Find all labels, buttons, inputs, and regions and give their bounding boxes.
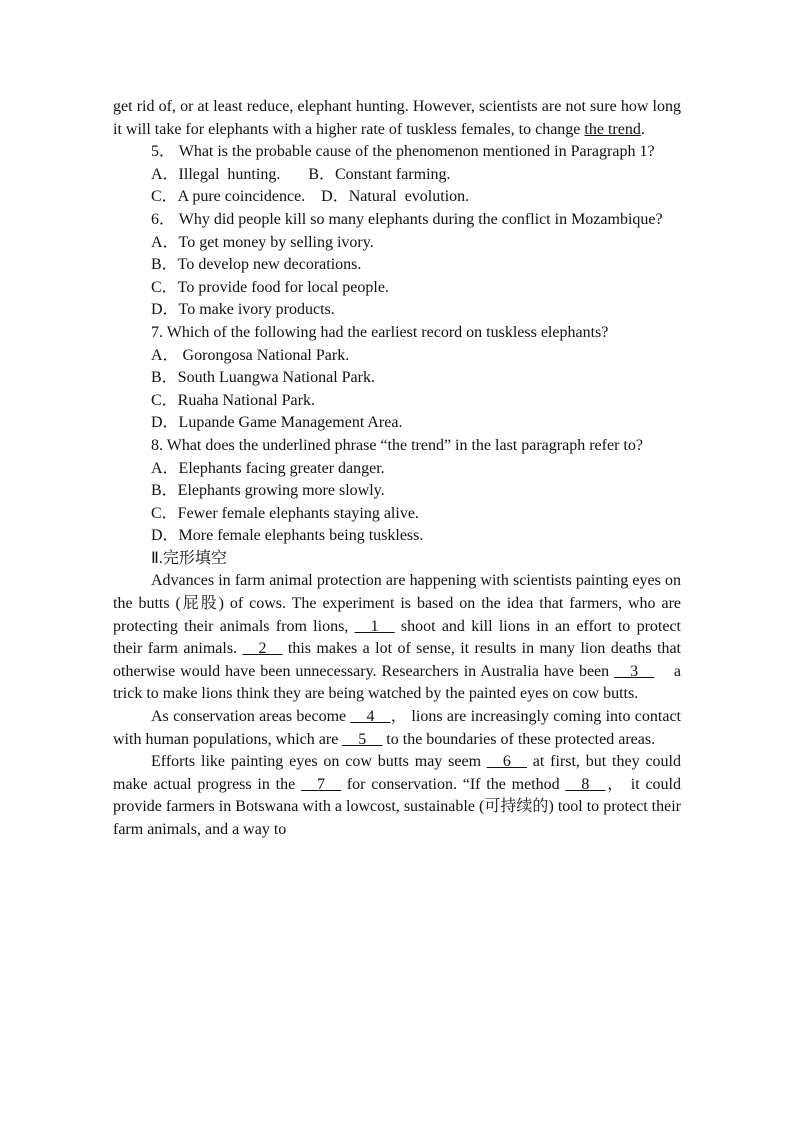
cloze-text: a trick to make lions think they are being watched by the painted eyes on cow butts. [113,662,685,703]
question-5-option-row: C．A pure coincidence. D．Natural evolution. [151,188,470,206]
question-8-stem: 8. What does the underlined phrase “the trend” in the last paragraph refer to? [151,436,643,454]
question-8-option: A．Elephants facing greater danger. [151,459,385,477]
cloze-blank-8: __8__ [565,775,606,793]
cloze-text: for conservation. “If the method [340,775,566,793]
question-8-option: B．Elephants growing more slowly. [151,482,385,500]
intro-paragraph [113,96,681,141]
cloze-blank-1: __1__ [354,617,395,635]
question-7-option: A． Gorongosa National Park. [151,346,350,364]
cloze-paragraph-1 [113,570,685,706]
question-6-option: C．To provide food for local people. [151,278,389,296]
question-7-option: C．Ruaha National Park. [151,391,315,409]
cloze-blank-5: __5__ [342,730,383,748]
cloze-text: Advances in farm animal protection are happening with scientists painting eyes on the butts (屁股) of cows. The experiment is based on the idea that farmers, who are protecting their animals from lions, [113,572,681,635]
cloze-text: Efforts like painting eyes on cow butts may seem [151,753,487,771]
question-6-option: A．To get money by selling ivory. [151,233,374,251]
cloze-blank-6: __6__ [486,753,527,771]
question-7-option: D．Lupande Game Management Area. [151,414,403,432]
cloze-text: to the boundaries of these protected areas. [382,730,656,748]
cloze-text: As conservation areas become [151,708,351,726]
underlined-phrase: the trend [584,120,641,138]
cloze-text: at first, but they could make actual progress in the [113,753,681,793]
question-6-option: B．To develop new decorations. [151,256,362,274]
cloze-paragraph-3 [113,751,681,841]
document-page [113,96,685,842]
cloze-blank-2: __2__ [242,640,283,658]
question-8-option: D．More female elephants being tuskless. [151,527,424,545]
cloze-blank-7: __7__ [300,775,341,793]
intro-text: get rid of, or at least reduce, elephant hunting. However, scientists are not sure how long it will take for elephants with a higher rate of tuskless females, to change [113,98,681,138]
cloze-text: shoot and kill lions in an effort to protect their farm animals. [113,617,681,658]
cloze-blank-3: __3__ [614,662,655,680]
question-6-option: D．To make ivory products. [151,301,335,319]
cloze-text: ， lions are increasingly coming into contact with human populations, which are [113,708,681,748]
question-8-option: C．Fewer female elephants staying alive. [151,504,419,522]
question-7-option: B．South Luangwa National Park. [151,369,375,387]
cloze-paragraph-2 [113,706,681,751]
intro-end: . [640,120,645,138]
question-7-stem: 7. Which of the following had the earliest record on tuskless elephants? [151,323,609,341]
cloze-text: ， it could provide farmers in Botswana with a lowcost, sustainable (可持续的) tool to protect their farm animals, and a way to [113,775,681,838]
question-6-stem: 6． Why did people kill so many elephants during the conflict in Mozambique? [151,210,663,228]
question-5-option-row: A．Illegal hunting. B．Constant farming. [151,165,451,183]
cloze-blank-4: __4__ [350,708,391,726]
section-heading: Ⅱ.完形填空 [151,549,227,567]
question-5-stem: 5． What is the probable cause of the phenomenon mentioned in Paragraph 1? [151,143,655,161]
cloze-text: this makes a lot of sense, it results in many lion deaths that otherwise would have been unnecessary. Researchers in Australia have been [113,640,681,680]
